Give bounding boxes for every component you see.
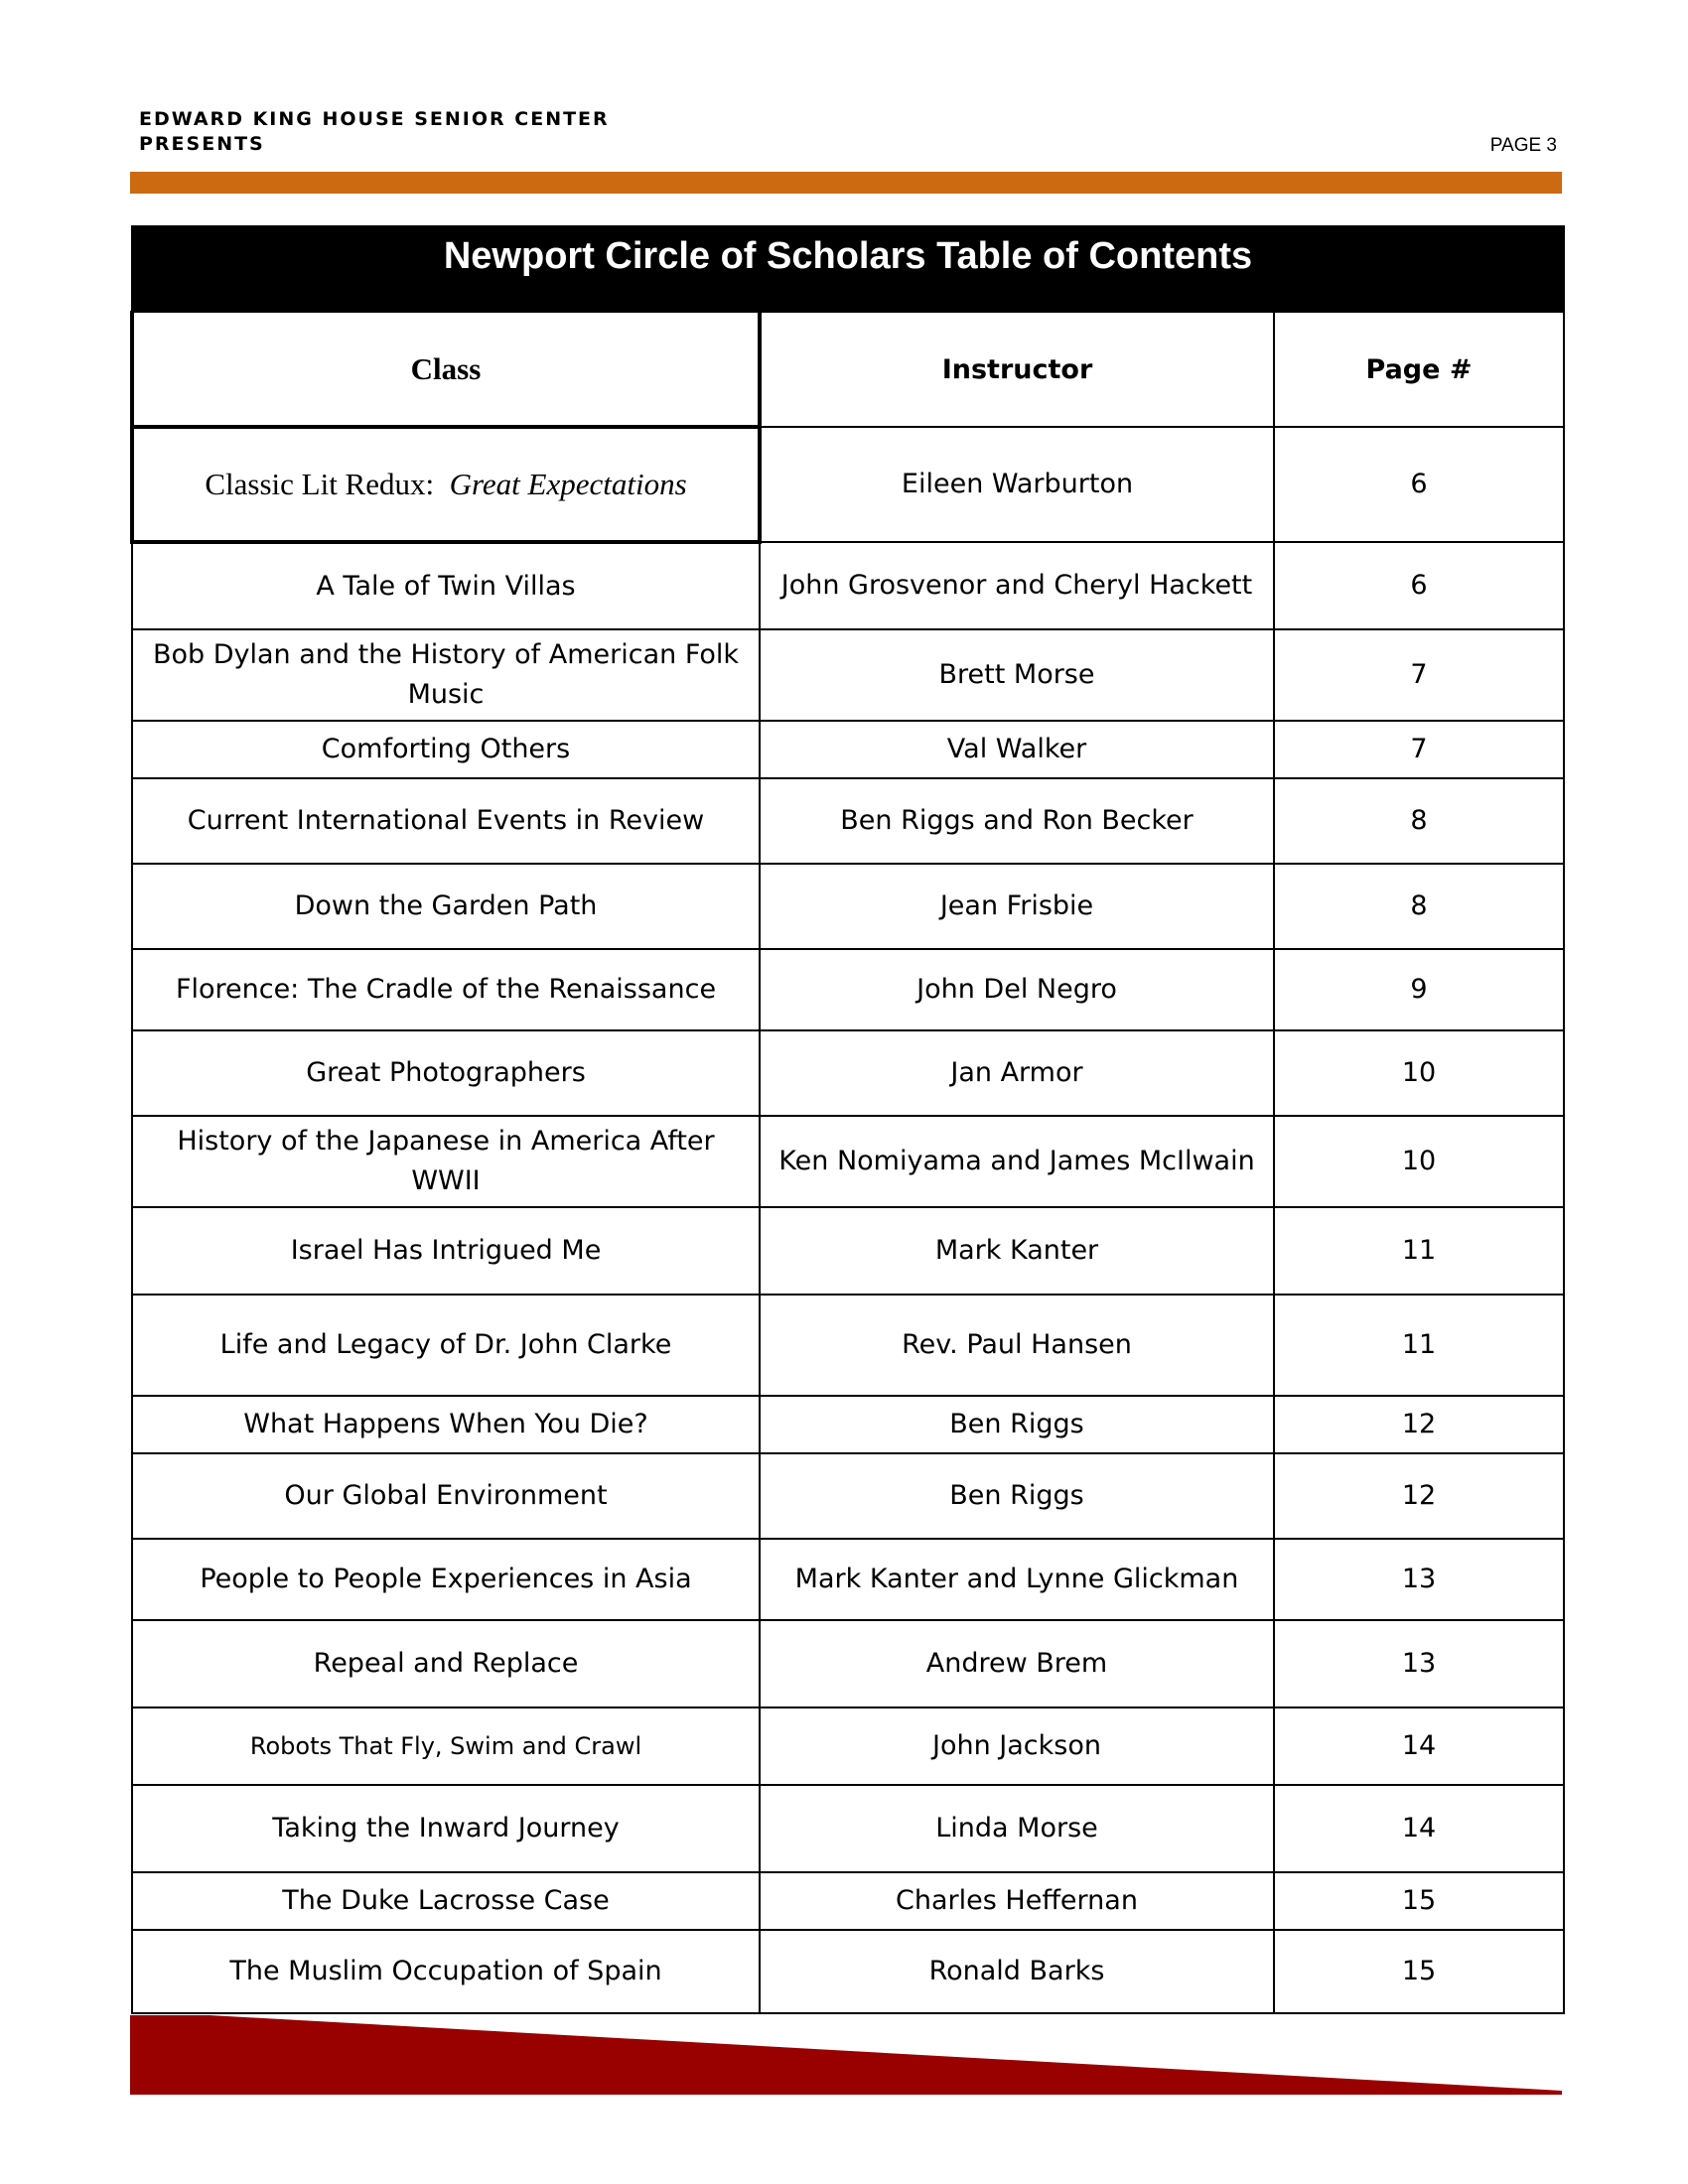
instructor-cell: Ronald Barks <box>760 1930 1274 2013</box>
table-row <box>132 864 1564 949</box>
table-row <box>132 1030 1564 1116</box>
class-cell: People to People Experiences in Asia <box>132 1539 760 1620</box>
page-cell: 11 <box>1274 1295 1564 1396</box>
table-row <box>132 1707 1564 1785</box>
table-row <box>132 949 1564 1030</box>
page-cell: 7 <box>1274 629 1564 721</box>
toc-title: Newport Circle of Scholars Table of Contents <box>132 226 1564 312</box>
orange-accent-bar <box>130 172 1562 194</box>
page-cell: 13 <box>1274 1539 1564 1620</box>
instructor-cell: Charles Heffernan <box>760 1872 1274 1930</box>
class-cell: What Happens When You Die? <box>132 1396 760 1453</box>
class-cell: Bob Dylan and the History of American Folk Music <box>132 629 760 721</box>
instructor-cell: Rev. Paul Hansen <box>760 1295 1274 1396</box>
table-row <box>132 1295 1564 1396</box>
page-cell: 9 <box>1274 949 1564 1030</box>
page-cell: 12 <box>1274 1453 1564 1539</box>
page-cell: 10 <box>1274 1116 1564 1207</box>
page-cell: 6 <box>1274 427 1564 542</box>
table-row <box>132 1785 1564 1872</box>
page-cell: 15 <box>1274 1872 1564 1930</box>
class-cell: Comforting Others <box>132 721 760 778</box>
class-prefix: Classic Lit Redux: <box>205 467 435 501</box>
table-of-contents <box>130 225 1565 2014</box>
instructor-cell: Brett Morse <box>760 629 1274 721</box>
table-row <box>132 629 1564 721</box>
instructor-cell: John Grosvenor and Cheryl Hackett <box>760 542 1274 629</box>
class-book-title: Great Expectations <box>449 467 687 501</box>
table-row <box>132 721 1564 778</box>
table-row <box>132 1453 1564 1539</box>
class-cell: Repeal and Replace <box>132 1620 760 1707</box>
page-cell: 11 <box>1274 1207 1564 1295</box>
table-row <box>132 1620 1564 1707</box>
page-cell: 7 <box>1274 721 1564 778</box>
instructor-cell: John Del Negro <box>760 949 1274 1030</box>
class-cell: Our Global Environment <box>132 1453 760 1539</box>
class-cell: History of the Japanese in America After WWII <box>132 1116 760 1207</box>
table-row <box>132 1116 1564 1207</box>
instructor-cell: Val Walker <box>760 721 1274 778</box>
page-cell: 14 <box>1274 1707 1564 1785</box>
class-cell: A Tale of Twin Villas <box>132 542 760 629</box>
class-cell: Down the Garden Path <box>132 864 760 949</box>
table-row <box>132 1207 1564 1295</box>
class-cell: Robots That Fly, Swim and Crawl <box>132 1707 760 1785</box>
presents-line: PRESENTS <box>139 133 265 155</box>
instructor-cell: Eileen Warburton <box>760 427 1274 542</box>
page-cell: 10 <box>1274 1030 1564 1116</box>
footer-red-wedge <box>130 2015 1562 2095</box>
table-row <box>132 1872 1564 1930</box>
table-row <box>132 542 1564 629</box>
instructor-cell: Linda Morse <box>760 1785 1274 1872</box>
instructor-cell: Mark Kanter and Lynne Glickman <box>760 1539 1274 1620</box>
column-header-page: Page # <box>1274 312 1564 427</box>
column-header-class: Class <box>132 312 760 427</box>
footer-wedge-shape <box>130 2015 1562 2095</box>
instructor-cell: Ken Nomiyama and James McIlwain <box>760 1116 1274 1207</box>
page-cell: 6 <box>1274 542 1564 629</box>
page-cell: 8 <box>1274 778 1564 864</box>
center-name-line: EDWARD KING HOUSE SENIOR CENTER <box>139 108 610 130</box>
page-cell: 8 <box>1274 864 1564 949</box>
class-cell: Taking the Inward Journey <box>132 1785 760 1872</box>
instructor-cell: Mark Kanter <box>760 1207 1274 1295</box>
table-row <box>132 1539 1564 1620</box>
instructor-cell: Ben Riggs <box>760 1453 1274 1539</box>
class-cell: Great Photographers <box>132 1030 760 1116</box>
instructor-cell: Ben Riggs and Ron Becker <box>760 778 1274 864</box>
page-cell: 13 <box>1274 1620 1564 1707</box>
class-cell: The Muslim Occupation of Spain <box>132 1930 760 2013</box>
table-row <box>132 778 1564 864</box>
class-cell: Florence: The Cradle of the Renaissance <box>132 949 760 1030</box>
class-cell: The Duke Lacrosse Case <box>132 1872 760 1930</box>
class-cell: Life and Legacy of Dr. John Clarke <box>132 1295 760 1396</box>
instructor-cell: John Jackson <box>760 1707 1274 1785</box>
page-cell: 14 <box>1274 1785 1564 1872</box>
instructor-cell: Andrew Brem <box>760 1620 1274 1707</box>
center-name-header <box>139 107 610 157</box>
column-header-instructor: Instructor <box>760 312 1274 427</box>
class-cell: Israel Has Intrigued Me <box>132 1207 760 1295</box>
instructor-cell: Ben Riggs <box>760 1396 1274 1453</box>
class-cell <box>132 427 760 542</box>
page-number-label: PAGE 3 <box>1489 135 1557 156</box>
instructor-cell: Jean Frisbie <box>760 864 1274 949</box>
table-row-featured <box>132 427 1564 542</box>
page-cell: 15 <box>1274 1930 1564 2013</box>
table-row <box>132 1930 1564 2013</box>
class-cell: Current International Events in Review <box>132 778 760 864</box>
table-row <box>132 1396 1564 1453</box>
instructor-cell: Jan Armor <box>760 1030 1274 1116</box>
page-cell: 12 <box>1274 1396 1564 1453</box>
